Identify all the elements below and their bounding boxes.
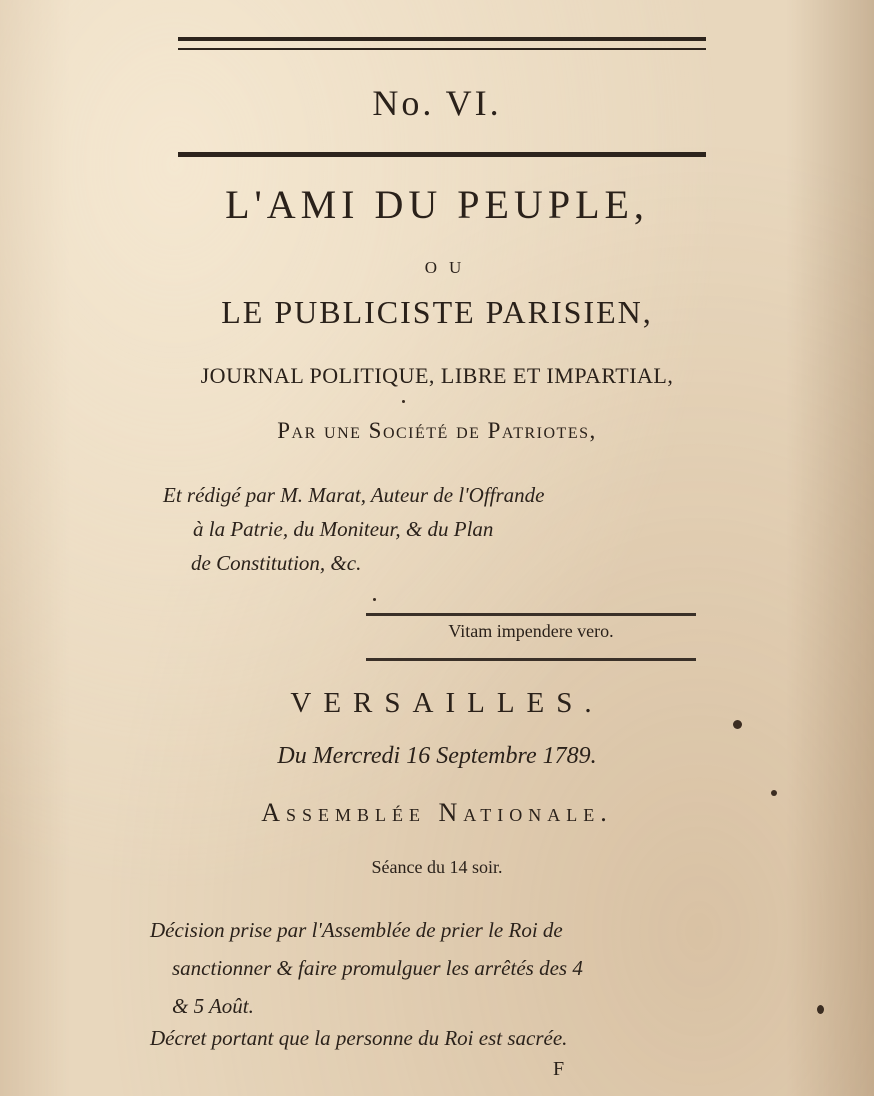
paper-speck [373,598,376,601]
summary-line: & 5 Août. [172,994,254,1018]
top-rule-thick [178,37,706,41]
journal-description: JOURNAL POLITIQUE, LIBRE ET IMPARTIAL, [200,363,674,388]
paper-speck [817,1005,824,1014]
title-connector: OU [424,258,474,277]
editor-credits [163,478,723,580]
summary-line: Décision prise par l'Assemblée de prier le Roi de [150,918,563,942]
section-heading: Assemblée Nationale. [261,798,613,827]
signature-mark: F [553,1058,565,1080]
motto-rule-top [366,613,696,616]
editor-line: à la Patrie, du Moniteur, & du Plan [193,517,494,541]
paper-speck [733,720,742,729]
summary-line: sanctionner & faire promulguer les arrêtés des 4 [172,956,583,980]
dateline-place: VERSAILLES. [290,687,604,719]
title-rule [178,152,706,157]
session-summary [150,911,710,1057]
newspaper-title: L'AMI DU PEUPLE, [225,182,649,227]
newspaper-subtitle: LE PUBLICISTE PARISIEN, [221,294,653,330]
motto-rule-bottom [366,658,696,661]
editor-line: de Constitution, &c. [191,551,362,575]
motto: Vitam impendere vero. [448,621,614,641]
dateline-date: Du Mercredi 16 Septembre 1789. [277,743,597,769]
paper-speck [771,790,777,796]
issue-number: No. VI. [372,83,502,123]
paper-speck [402,400,405,403]
editor-line: Et rédigé par M. Marat, Auteur de l'Offrande [163,483,545,507]
session-line: Séance du 14 soir. [371,857,503,877]
summary-line: Décret portant que la personne du Roi est sacrée. [150,1026,568,1050]
top-rule-thin [178,48,706,50]
authors-line: Par une Société de Patriotes, [277,418,597,443]
